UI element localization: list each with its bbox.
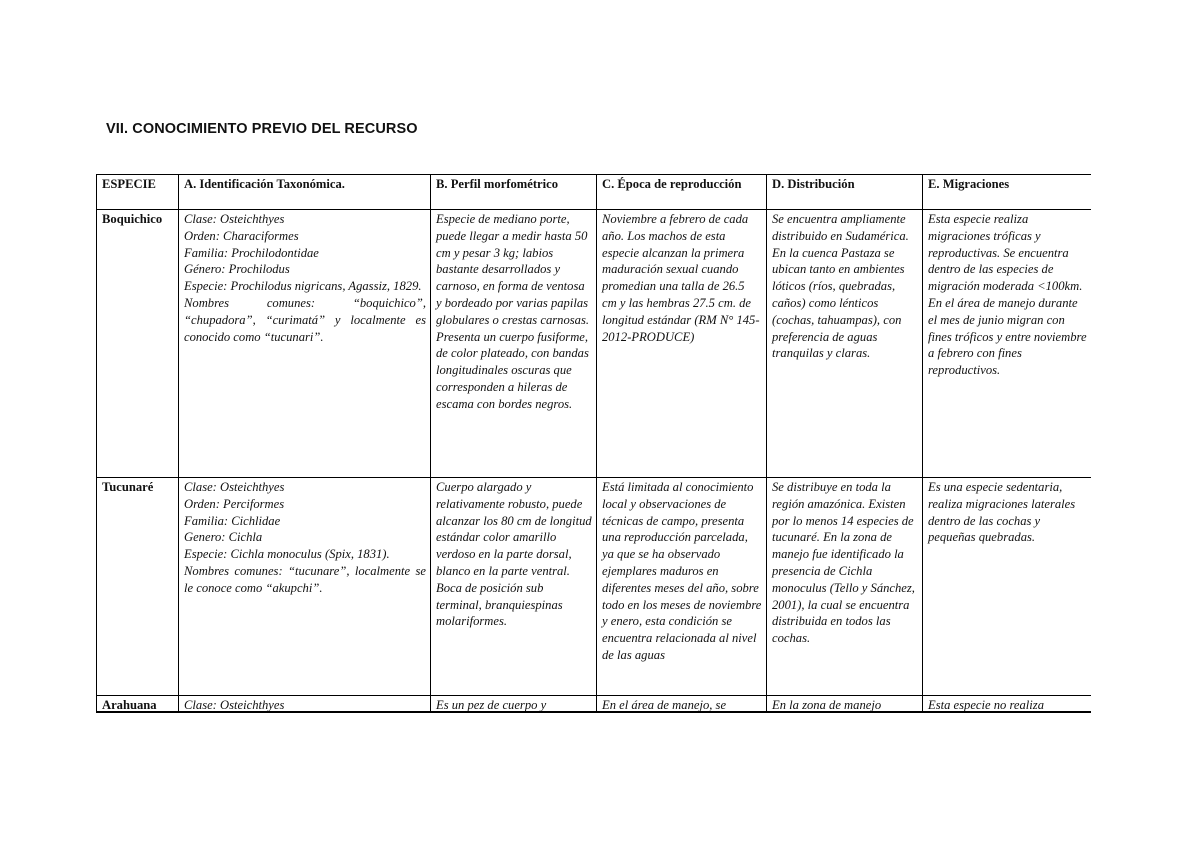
taxonomy-line: Clase: Osteichthyes <box>184 480 285 494</box>
species-table-wrapper <box>96 174 1091 713</box>
morphometric-cell: Es un pez de cuerpo y <box>431 696 597 714</box>
header-perfil: B. Perfil morfométrico <box>431 175 597 210</box>
species-name: Boquichico <box>97 210 179 478</box>
taxonomy-line: Especie: Prochilodus nigricans, Agassiz, 1829. <box>184 279 422 294</box>
table-header-row <box>97 175 1092 210</box>
taxonomy-line: Especie: Cichla monoculus (Spix, 1831). <box>184 547 390 562</box>
migration-cell: Esta especie no realiza <box>923 696 1092 714</box>
section-title: VII. CONOCIMIENTO PREVIO DEL RECURSO <box>106 121 418 137</box>
taxonomy-line: Orden: Perciformes <box>184 496 285 511</box>
species-table <box>96 174 1091 713</box>
taxonomy-line: Familia: Prochilodontidae <box>184 245 319 260</box>
taxonomy-line: Clase: Osteichthyes <box>184 212 285 226</box>
header-distribucion: D. Distribución <box>767 175 923 210</box>
header-epoca: C. Época de reproducción <box>597 175 767 210</box>
taxonomy-line: Nombres comunes: “boquichico”, “chupadora”, “curimatá” y localmente es conocido como “tucunari”. <box>184 295 426 344</box>
distribution-cell: Se distribuye en toda la región amazónica. Existen por lo menos 14 especies de tucunaré. En la zona de manejo fue identificado la presencia de Cichla monoculus (Tello y Sánchez, 2001), la cual se encuentra distribuida en todos las cochas. <box>767 478 923 696</box>
morphometric-cell: Especie de mediano porte, puede llegar a medir hasta 50 cm y pesar 3 kg; labios bastante desarrollados y carnoso, en forma de ventosa y bordeado por varias papilas globulares o crestas carnosas. Presenta un cuerpo fusiforme, de color plateado, con bandas longitudinales oscuras que corresponden a hileras de escama con bordes negros. <box>431 210 597 478</box>
reproduction-cell: Está limitada al conocimiento local y observaciones de técnicas de campo, presenta una reproducción parcelada, ya que se ha observado ejemplares maduros en diferentes meses del año, sobre todo en los meses de noviembre y enero, esta condición se encuentra relacionada al nivel de las aguas <box>597 478 767 696</box>
header-especie: ESPECIE <box>97 175 179 210</box>
table-row <box>97 696 1092 714</box>
taxonomy-line: Familia: Cichlidae <box>184 513 281 528</box>
header-identificacion: A. Identificación Taxonómica. <box>179 175 431 210</box>
species-name: Tucunaré <box>97 478 179 696</box>
taxonomy-line: Orden: Characiformes <box>184 228 299 243</box>
migration-cell: Es una especie sedentaria, realiza migraciones laterales dentro de las cochas y pequeñas quebradas. <box>923 478 1092 696</box>
species-name: Arahuana <box>97 696 179 714</box>
taxonomy-line: Género: Prochilodus <box>184 262 290 277</box>
reproduction-cell: En el área de manejo, se <box>597 696 767 714</box>
migration-cell: Esta especie realiza migraciones tróficas y reproductivas. Se encuentra dentro de las especies de migración moderada <100km. En el área de manejo durante el mes de junio migran con fines tróficos y entre noviembre a febrero con fines reproductivos. <box>923 210 1092 478</box>
taxonomy-line: Nombres comunes: “tucunare”, localmente se le conoce como “akupchi”. <box>184 563 426 595</box>
distribution-cell: En la zona de manejo <box>767 696 923 714</box>
morphometric-cell: Cuerpo alargado y relativamente robusto, puede alcanzar los 80 cm de longitud estándar color amarillo verdoso en la parte dorsal, blanco en la parte ventral. Boca de posición sub terminal, branquiespinas molariformes. <box>431 478 597 696</box>
taxonomy-cell <box>179 210 431 478</box>
header-migraciones: E. Migraciones <box>923 175 1092 210</box>
taxonomy-line: Clase: Osteichthyes <box>184 698 285 712</box>
distribution-cell: Se encuentra ampliamente distribuido en Sudamérica. En la cuenca Pastaza se ubican tanto en ambientes lóticos (ríos, quebradas, caños) como lénticos (cochas, tahuampas), con preferencia de aguas tranquilas y claras. <box>767 210 923 478</box>
table-row <box>97 478 1092 696</box>
table-row <box>97 210 1092 478</box>
reproduction-cell: Noviembre a febrero de cada año. Los machos de esta especie alcanzan la primera maduración sexual cuando promedian una talla de 26.5 cm y las hembras 27.5 cm. de longitud estándar (RM N° 145-2012-PRODUCE) <box>597 210 767 478</box>
taxonomy-line: Genero: Cichla <box>184 530 263 545</box>
taxonomy-cell <box>179 696 431 714</box>
taxonomy-cell <box>179 478 431 696</box>
